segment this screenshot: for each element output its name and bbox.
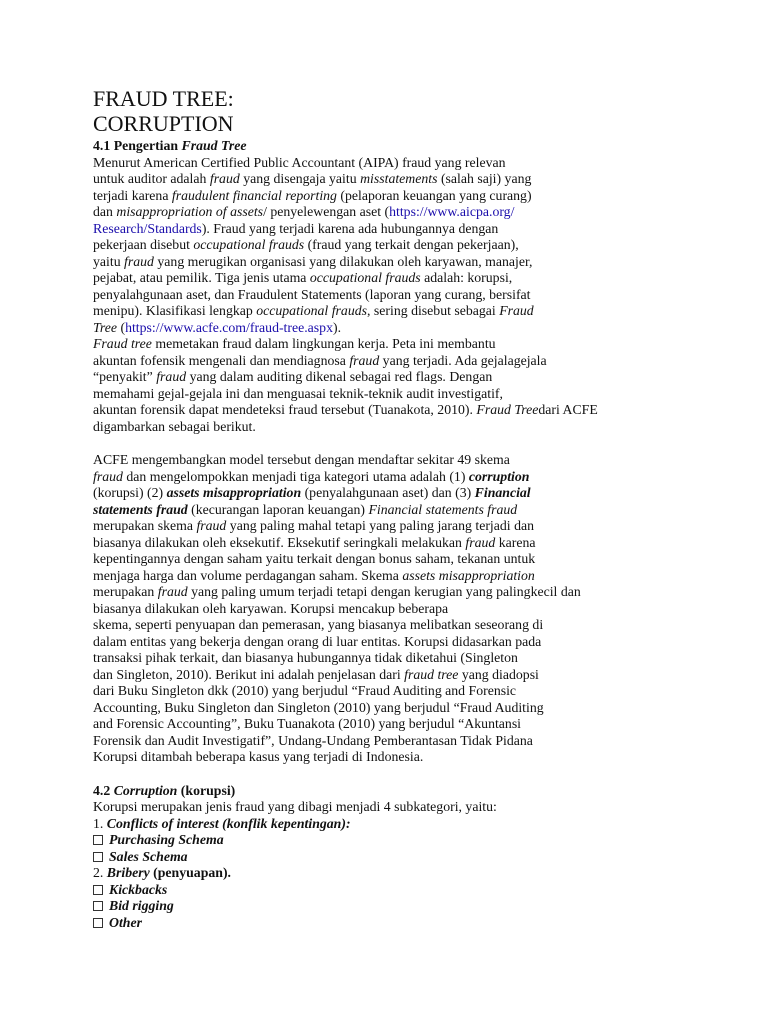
list-subitem: Other <box>93 915 653 932</box>
text-line: Forensik dan Audit Investigatif”, Undang-Undang Pemberantasan Tidak Pidana <box>93 732 533 748</box>
text-line: memahami gejal-gejala ini dan menguasai teknik-teknik audit investigatif, <box>93 385 503 401</box>
aicpa-link-continued[interactable]: Research/Standards <box>93 220 202 236</box>
text-line: untuk auditor adalah fraud yang disengaja yaitu misstatements (salah saji) yang <box>93 171 532 186</box>
section-heading-4-2: 4.2 Corruption (korupsi) <box>93 782 236 798</box>
document-body <box>93 86 653 931</box>
text-line: Korupsi merupakan jenis fraud yang dibagi menjadi 4 subkategori, yaitu: <box>93 799 497 814</box>
text-line: akuntan forensik dapat mendeteksi fraud tersebut (Tuanakota, 2010). Fraud Treedari ACFE <box>93 402 598 417</box>
text-line: Research/Standards). Fraud yang terjadi karena ada hubungannya dengan <box>93 220 499 236</box>
text-line: pekerjaan disebut occupational frauds (fraud yang terkait dengan pekerjaan), <box>93 237 519 252</box>
text-line: statements fraud (kecurangan laporan keuangan) Financial statements fraud <box>93 501 518 517</box>
text-line: biasanya dilakukan oleh eksekutif. Eksekutif seringkali melakukan fraud karena <box>93 534 536 550</box>
paragraph-acfe-model <box>93 452 653 766</box>
paragraph-definition <box>93 155 653 436</box>
text-line: and Forensic Accounting”, Buku Tuanakota (2010) yang berjudul “Akuntansi <box>93 716 522 731</box>
section-heading-4-1 <box>93 138 653 155</box>
text-line: dalam entitas yang bekerja dengan orang di luar entitas. Korupsi didasarkan pada <box>93 633 542 649</box>
text-line: Menurut American Certified Public Accountant (AIPA) fraud yang relevan <box>93 154 506 170</box>
text-line: akuntan fofensik mengenali dan mendiagnosa fraud yang terjadi. Ada gejalagejala <box>93 352 547 368</box>
text-line: digambarkan sebagai berikut. <box>93 418 256 434</box>
list-subitem: Sales Schema <box>93 849 653 866</box>
heading-number: 4.1 Pengertian <box>93 138 182 153</box>
text-line: dan Singleton, 2010). Berikut ini adalah penjelasan dari fraud tree yang diadopsi <box>93 666 539 682</box>
text-line: dan misappropriation of assets/ penyelewengan aset (https://www.aicpa.org/ <box>93 204 515 219</box>
list-subitem: Bid rigging <box>93 898 653 915</box>
text-line: merupakan fraud yang paling umum terjadi tetapi dengan kerugian yang palingkecil dan <box>93 584 581 599</box>
text-line: dari Buku Singleton dkk (2010) yang berjudul “Fraud Auditing and Forensic <box>93 683 517 698</box>
text-line: Fraud tree memetakan fraud dalam lingkungan kerja. Peta ini membantu <box>93 336 496 351</box>
text-line: pejabat, atau pemilik. Tiga jenis utama occupational frauds adalah: korupsi, <box>93 270 513 285</box>
document-title <box>93 86 653 136</box>
list-item-bribery: 2. Bribery (penyuapan). <box>93 865 231 880</box>
text-line: yaitu fraud yang merugikan organisasi yang dilakukan oleh karyawan, manajer, <box>93 253 533 269</box>
text-line: Tree (https://www.acfe.com/fraud-tree.aspx). <box>93 319 342 335</box>
title-line-2: CORRUPTION <box>93 111 234 136</box>
text-line: ACFE mengembangkan model tersebut dengan mendaftar sekitar 49 skema <box>93 452 510 467</box>
text-line: penyalahgunaan aset, dan Fraudulent Statements (laporan yang curang, bersifat <box>93 286 531 302</box>
text-line: kepentingannya dengan saham yaitu terkait dengan bonus saham, tekanan untuk <box>93 551 536 566</box>
checkbox-icon <box>93 852 103 862</box>
heading-italic: Fraud Tree <box>181 138 247 153</box>
text-line: (korupsi) (2) assets misappropriation (penyalahgunaan aset) dan (3) Financial <box>93 485 531 500</box>
acfe-link[interactable]: https://www.acfe.com/fraud-tree.aspx <box>125 319 333 335</box>
text-line: menipu). Klasifikasi lengkap occupational frauds, sering disebut sebagai Fraud <box>93 303 534 318</box>
checkbox-icon <box>93 835 103 845</box>
text-line: Accounting, Buku Singleton dan Singleton (2010) yang berjudul “Fraud Auditing <box>93 699 544 715</box>
text-line: biasanya dilakukan oleh karyawan. Korupsi mencakup beberapa <box>93 600 449 616</box>
text-line: fraud dan mengelompokkan menjadi tiga kategori utama adalah (1) corruption <box>93 468 530 484</box>
list-item-conflicts: 1. Conflicts of interest (konflik kepentingan): <box>93 815 351 831</box>
text-line: Korupsi ditambah beberapa kasus yang terjadi di Indonesia. <box>93 749 424 764</box>
checkbox-icon <box>93 885 103 895</box>
checkbox-icon <box>93 918 103 928</box>
text-line: terjadi karena fraudulent financial reporting (pelaporan keuangan yang curang) <box>93 187 532 203</box>
list-subitem: Kickbacks <box>93 882 653 899</box>
title-line-1: FRAUD TREE: <box>93 86 234 111</box>
checkbox-icon <box>93 901 103 911</box>
text-line: skema, seperti penyuapan dan pemerasan, yang biasanya melibatkan seseorang di <box>93 617 544 632</box>
aicpa-link[interactable]: https://www.aicpa.org/ <box>389 204 515 219</box>
text-line: transaksi pihak terkait, dan biasanya hubungannya tidak diketahui (Singleton <box>93 650 518 665</box>
text-line: “penyakit” fraud yang dalam auditing dikenal sebagai red flags. Dengan <box>93 369 493 384</box>
text-line: merupakan skema fraud yang paling mahal tetapi yang paling jarang terjadi dan <box>93 518 534 533</box>
text-line: menjaga harga dan volume perdagangan saham. Skema assets misappropriation <box>93 567 535 583</box>
list-subitem: Purchasing Schema <box>93 832 653 849</box>
